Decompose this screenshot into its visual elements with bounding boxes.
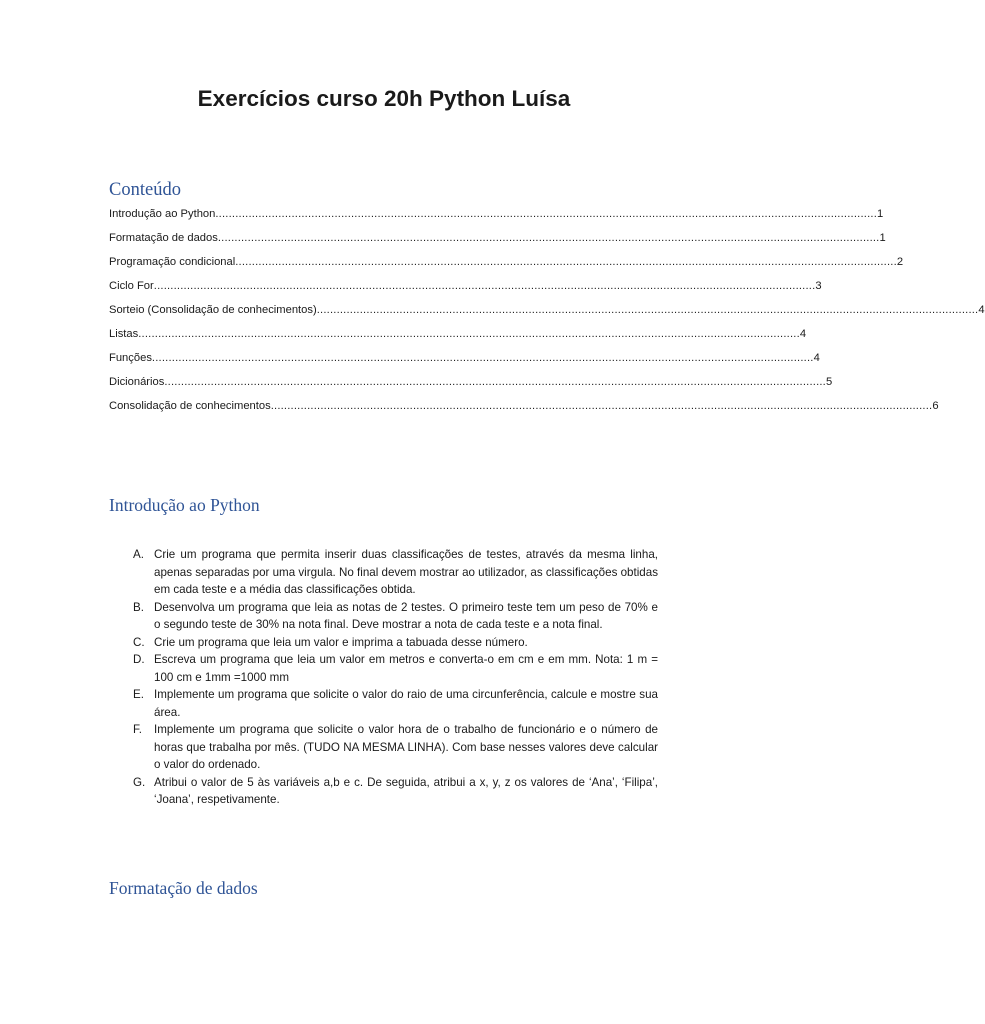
toc-entry-title: Formatação de dados [109,232,218,244]
toc-entry[interactable] [109,396,939,420]
toc-entry[interactable] [109,300,985,324]
toc-entry-title: Dicionários [109,376,165,388]
toc-entry-title: Listas [109,328,139,340]
toc-entry[interactable] [109,204,884,228]
exercise-text: Desenvolva um programa que leia as notas de 2 testes. O primeiro teste tem um peso de 70% e o segundo teste de 30% na nota final. Deve mostrar a nota de cada teste e a nota final. [154,600,658,631]
toc-entry-page: 5 [826,376,833,388]
toc-entry-title: Sorteio (Consolidação de conhecimentos) [109,304,317,316]
exercise-item [109,686,658,721]
section-heading: Formatação de dados [109,878,258,898]
toc-entry[interactable] [109,252,904,276]
toc-entry-page: 6 [932,400,939,412]
document-title: Exercícios curso 20h Python Luísa [197,86,571,111]
toc-leader-dots: ........................................................................................................................................................................................................ [138,328,800,340]
toc-entry-title: Ciclo For [109,280,154,292]
toc-entry-page: 1 [877,208,884,220]
exercise-item [109,599,658,634]
exercise-letter: E. [133,688,144,701]
toc-leader-dots: ........................................................................................................................................................................................................ [151,352,814,364]
toc-entry-title: Funções [109,352,152,364]
toc-entry-title: Programação condicional [109,256,236,268]
toc-entry-title: Introdução ao Python [109,208,216,220]
toc-entry[interactable] [109,228,886,252]
exercise-item [109,634,658,652]
exercise-text: Escreva um programa que leia um valor em metros e converta-o em cm e em mm. Nota: 1 m = 100 cm e 1mm =1000 mm [154,653,658,684]
toc-leader-dots: ........................................................................................................................................................................................................ [217,232,880,244]
exercise-letter: A. [133,548,144,561]
toc-entry[interactable] [109,372,833,396]
table-of-contents [109,204,985,420]
exercise-text: Implemente um programa que solicite o valor do raio de uma circunferência, calcule e mostre sua área. [154,688,658,719]
exercise-text: Atribui o valor de 5 às variáveis a,b e c. De seguida, atribui a x, y, z os valores de ‘Ana’, ‘Filipa’, ‘Joana’, respetivamente. [154,775,658,806]
section-heading: Introdução ao Python [109,495,260,515]
toc-entry-page: 4 [978,304,985,316]
toc-leader-dots: ........................................................................................................................................................................................................ [153,280,816,292]
exercise-text: Implemente um programa que solicite o valor hora de o trabalho de funcionário e o número de horas que trabalha por mês. (TUDO NA MESMA LINHA). Com base nesses valores deve calcular o valor do ordenado. [154,723,658,771]
exercise-item [109,721,658,774]
toc-leader-dots: ........................................................................................................................................................................................................ [235,256,897,268]
toc-entry-page: 3 [815,280,822,292]
exercise-text: Crie um programa que leia um valor e imprima a tabuada desse número. [154,635,528,649]
toc-entry-page: 2 [896,256,904,268]
exercise-letter: C. [133,635,145,649]
toc-leader-dots: ........................................................................................................................................................................................................ [270,400,933,412]
exercise-item [109,546,658,599]
exercise-letter: F. [133,723,143,736]
exercise-letter: B. [133,600,144,614]
exercise-letter: G. [133,775,146,789]
toc-heading: Conteúdo [109,180,181,200]
toc-entry-page: 4 [799,328,807,340]
toc-leader-dots: ........................................................................................................................................................................................................ [215,208,878,220]
toc-leader-dots: ........................................................................................................................................................................................................ [164,376,826,388]
toc-entry[interactable] [109,324,807,348]
toc-entry[interactable] [109,348,820,372]
exercise-item [109,774,658,809]
exercise-list [109,546,658,809]
toc-entry-page: 1 [879,232,886,244]
toc-entry[interactable] [109,276,822,300]
exercise-item [109,651,658,686]
exercise-text: Crie um programa que permita inserir duas classificações de testes, através da mesma linha, apenas separadas por uma virgula. No final devem mostrar ao utilizador, as classificações obtidas em cada teste e a média das classificações obtida. [154,548,658,596]
exercise-letter: D. [133,653,145,666]
toc-entry-title: Consolidação de conhecimentos [109,400,271,412]
toc-entry-page: 4 [813,352,820,364]
toc-leader-dots: ........................................................................................................................................................................................................ [316,304,979,316]
